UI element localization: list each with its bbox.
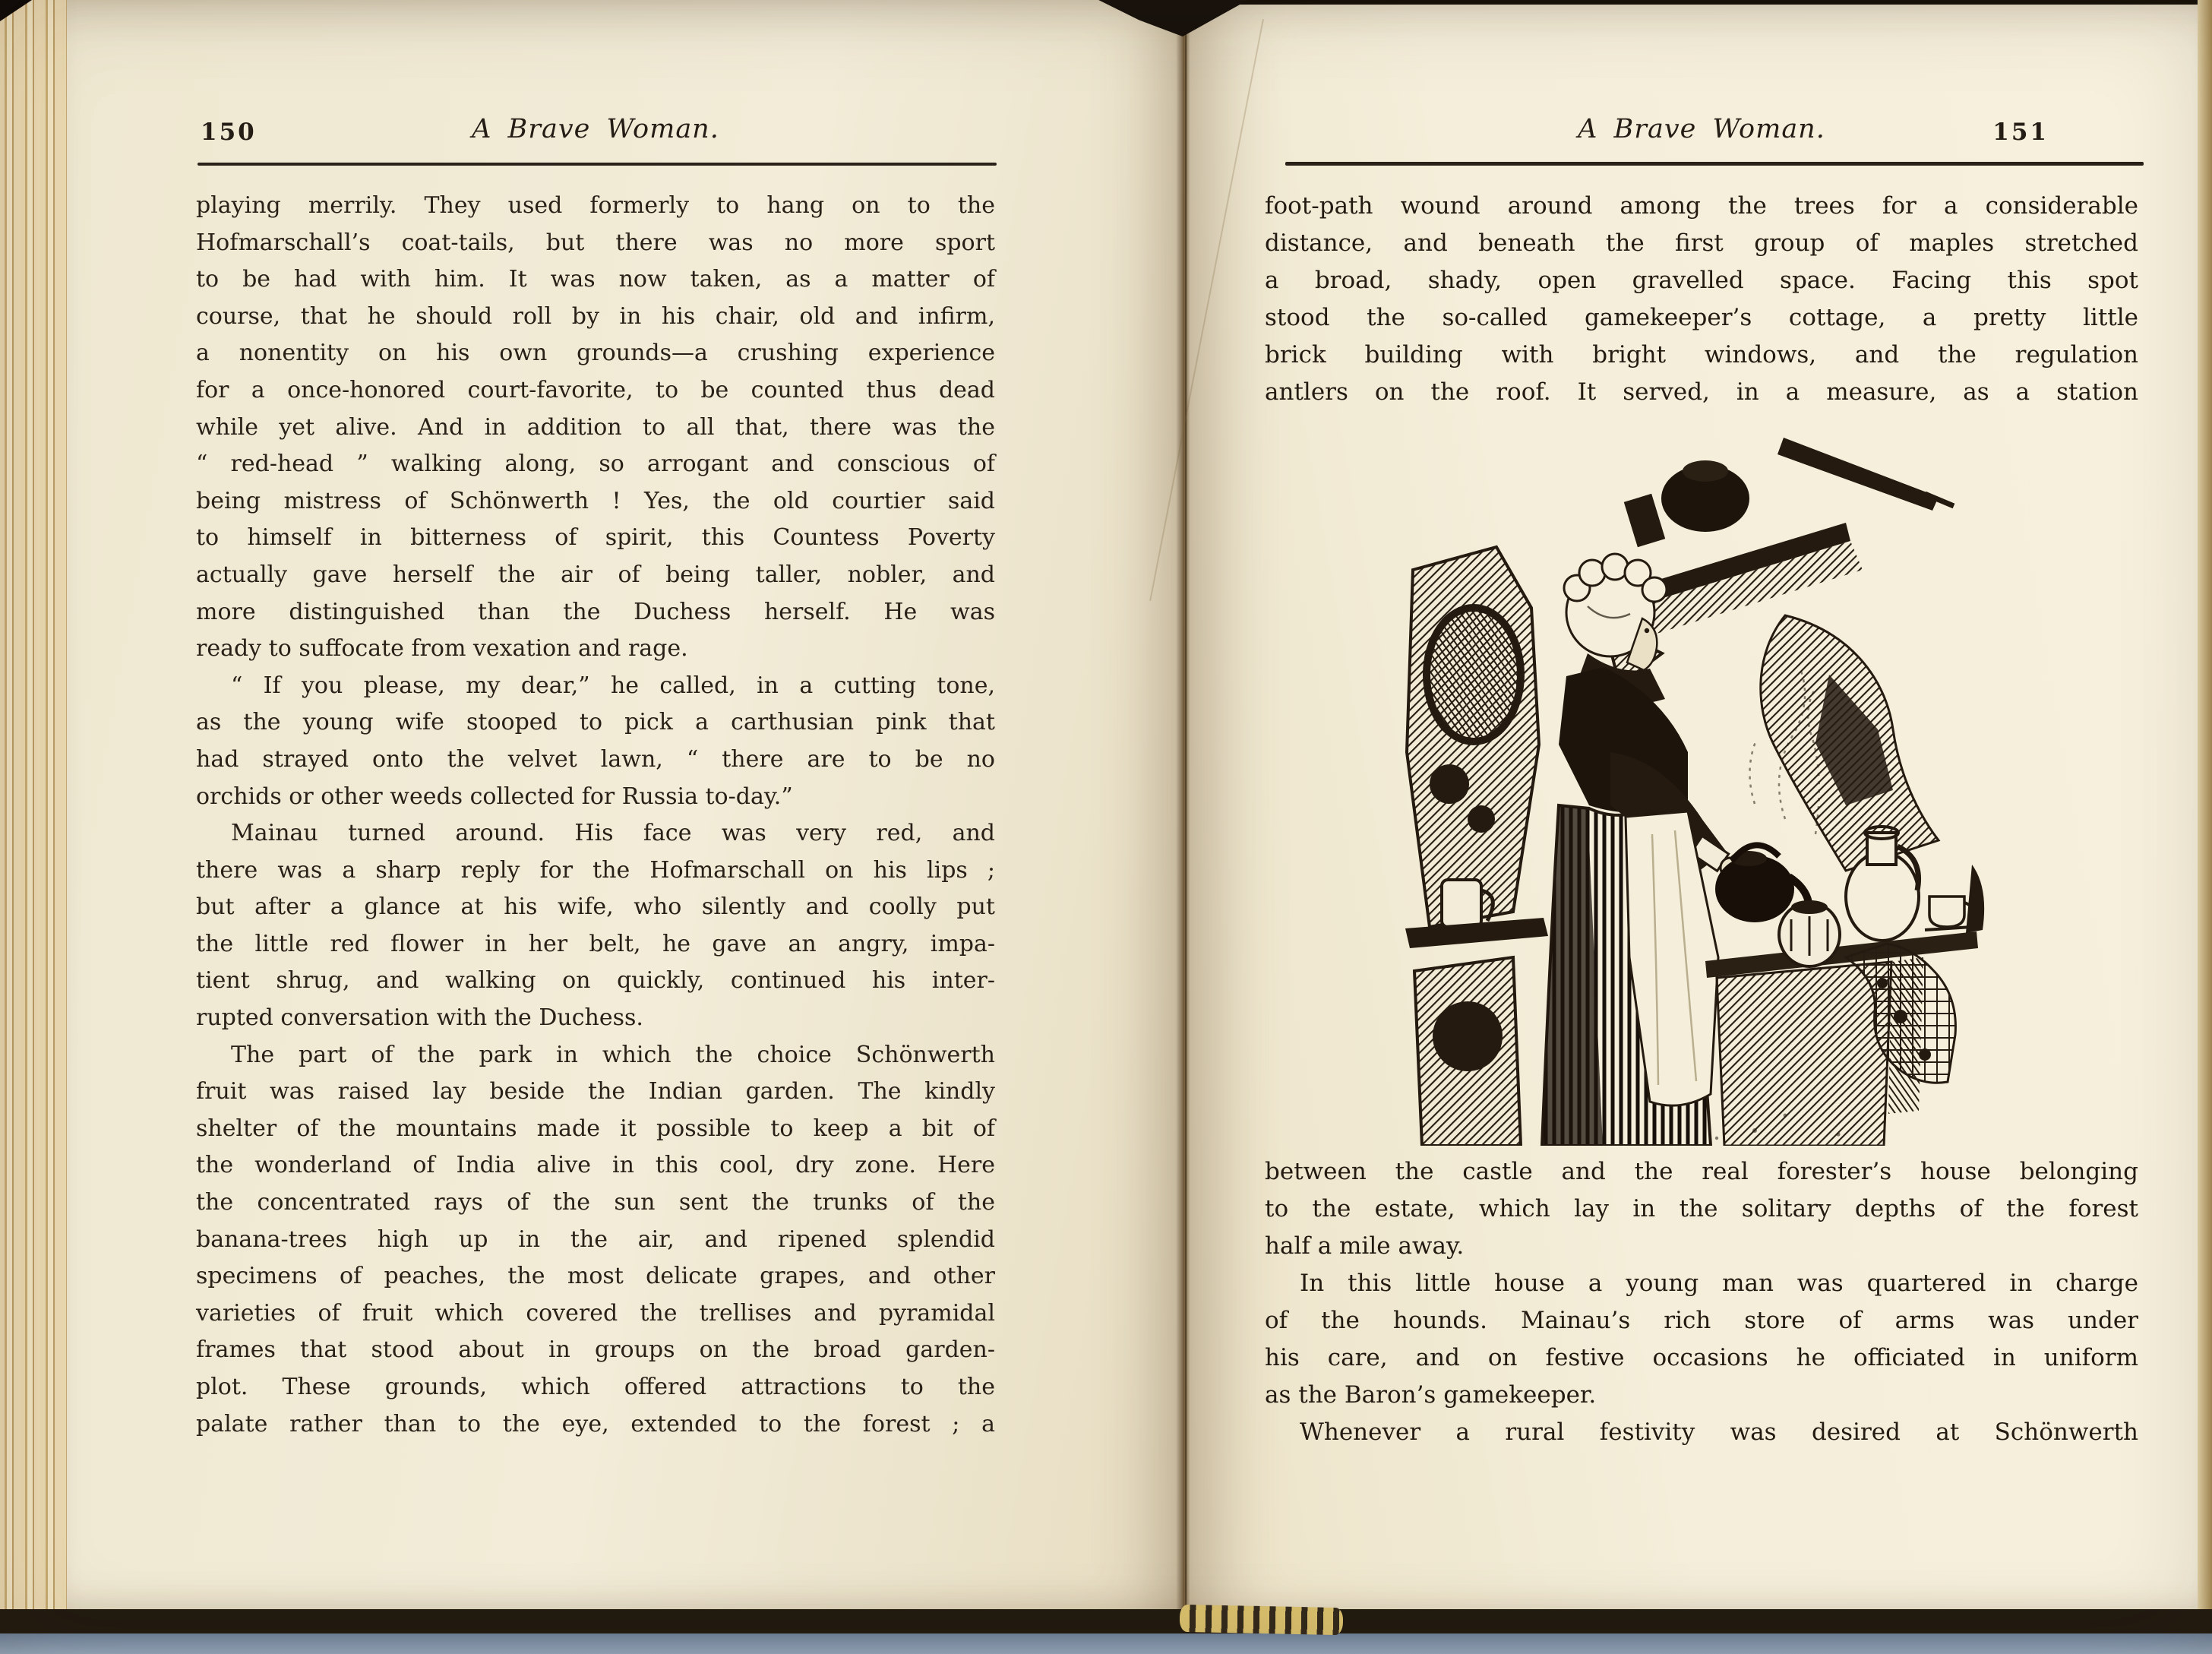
text-line: to be had with him. It was now taken, as a matter of — [196, 266, 995, 293]
page-edge-stack — [0, 0, 70, 1633]
text-line: shelter of the mountains made it possible to keep a bit of — [196, 1115, 995, 1142]
right-page-header — [1265, 114, 2138, 155]
text-line: the concentrated rays of the sun sent the trunks of the — [196, 1189, 995, 1216]
text-line: there was a sharp reply for the Hofmarschall on his lips ; — [196, 856, 995, 884]
right-page-text-bottom — [1265, 1153, 2138, 1451]
paragraph — [196, 815, 995, 1037]
text-line: actually gave herself the air of being taller, nobler, and — [196, 561, 995, 588]
text-line: a broad, shady, open gravelled space. Facing this spot — [1265, 267, 2138, 294]
chimney-hood — [1761, 615, 1939, 871]
text-line: distance, and beneath the first group of maples stretched — [1265, 229, 2138, 257]
chair-cabinet — [1405, 547, 1548, 1146]
paragraph — [1265, 1265, 2138, 1414]
text-line: rupted conversation with the Duchess. — [196, 1004, 643, 1032]
text-line: varieties of fruit which covered the trellises and pyramidal — [196, 1299, 995, 1327]
book-gutter — [1176, 0, 1190, 1612]
text-line: banana-trees high up in the air, and ripened splendid — [196, 1225, 995, 1253]
text-line: the wonderland of India alive in this cool, dry zone. Here — [196, 1152, 995, 1179]
text-line: half a mile away. — [1265, 1232, 1465, 1260]
text-line: to himself in bitterness of spirit, this Countess Poverty — [196, 524, 995, 552]
paragraph — [196, 1037, 995, 1444]
woman-figure — [1542, 554, 1740, 1146]
page-number: 151 — [1992, 119, 2049, 146]
text-line: Mainau turned around. His face was very red, and — [231, 820, 995, 847]
paragraph — [1265, 1153, 2138, 1265]
text-line: his care, and on festive occasions he officiated in uniform — [1265, 1344, 2138, 1371]
text-line: as the Baron’s gamekeeper. — [1265, 1381, 1597, 1409]
paragraph — [196, 668, 995, 815]
text-line: fruit was raised lay beside the Indian garden. The kindly — [196, 1078, 995, 1105]
text-line: playing merrily. They used formerly to hang on to the — [196, 192, 995, 219]
text-line: Whenever a rural festivity was desired at Schönwerth — [1300, 1418, 2138, 1446]
text-line: to the estate, which lay in the solitary depths of the forest — [1265, 1195, 2138, 1222]
text-line: The part of the park in which the choice Schönwerth — [231, 1041, 995, 1068]
text-line: brick building with bright windows, and the regulation — [1265, 341, 2138, 368]
text-line: while yet alive. And in addition to all that, there was the — [196, 413, 995, 441]
running-title: A Brave Woman. — [1578, 114, 1825, 144]
text-line: of the hounds. Mainau’s rich store of arms was under — [1265, 1307, 2138, 1334]
page-number: 150 — [201, 119, 257, 146]
text-line: plot. These grounds, which offered attractions to the — [196, 1374, 995, 1400]
text-line: frames that stood about in groups on the broad garden- — [196, 1336, 995, 1364]
text-line: orchids or other weeds collected for Russia to-day.” — [196, 783, 793, 810]
table-background — [0, 1633, 2212, 1654]
header-rule — [1285, 162, 2144, 166]
text-line: “ red-head ” walking along, so arrogant and conscious of — [196, 451, 995, 478]
paragraph — [1265, 1414, 2138, 1451]
text-line: In this little house a young man was quartered in charge — [1300, 1270, 2138, 1297]
text-line: a nonentity on his own grounds—a crushing experience — [196, 340, 995, 367]
text-line: had strayed onto the velvet lawn, “ there are to be no — [196, 745, 995, 773]
paragraph — [1265, 188, 2138, 411]
text-line: antlers on the roof. It served, in a measure, as a station — [1265, 378, 2138, 406]
book-headband — [1180, 1605, 1344, 1635]
text-line: but after a glance at his wife, who silently and coolly put — [196, 893, 995, 921]
text-line: between the castle and the real forester’s house belonging — [1265, 1158, 2138, 1185]
text-line: ready to suffocate from vexation and rage. — [196, 635, 688, 663]
text-line: tient shrug, and walking on quickly, continued his inter- — [196, 967, 995, 995]
kitchen-table — [1705, 827, 1984, 1146]
left-page-header — [196, 114, 995, 155]
right-page-edge — [2198, 0, 2212, 1612]
text-line: stood the so-called gamekeeper’s cottage, a pretty little — [1265, 304, 2138, 331]
right-page-text-top — [1265, 188, 2138, 411]
text-line: course, that he should roll by in his chair, old and infirm, — [196, 302, 995, 330]
text-line: for a once-honored court-favorite, to be counted thus dead — [196, 376, 995, 403]
paragraph — [196, 188, 995, 668]
text-line: foot-path wound around among the trees for a considerable — [1265, 192, 2138, 220]
text-line: “ If you please, my dear,” he called, in a cutting tone, — [231, 672, 995, 699]
header-rule — [198, 163, 997, 166]
running-title: A Brave Woman. — [472, 114, 719, 144]
text-line: Hofmarschall’s coat-tails, but there was no more sport — [196, 229, 995, 256]
text-line: specimens of peaches, the most delicate grapes, and other — [196, 1263, 995, 1290]
text-line: more distinguished than the Duchess herself. He was — [196, 598, 995, 625]
text-line: as the young wife stooped to pick a carthusian pink that — [196, 709, 995, 736]
left-page-text — [196, 188, 995, 1443]
text-line: the little red flower in her belt, he gave an angry, impa- — [196, 930, 995, 957]
text-line: palate rather than to the eye, extended to the forest ; a — [196, 1410, 995, 1437]
woman-pouring-kettle-engraving — [1360, 424, 1990, 1146]
text-line: being mistress of Schönwerth ! Yes, the old courtier said — [196, 487, 995, 514]
